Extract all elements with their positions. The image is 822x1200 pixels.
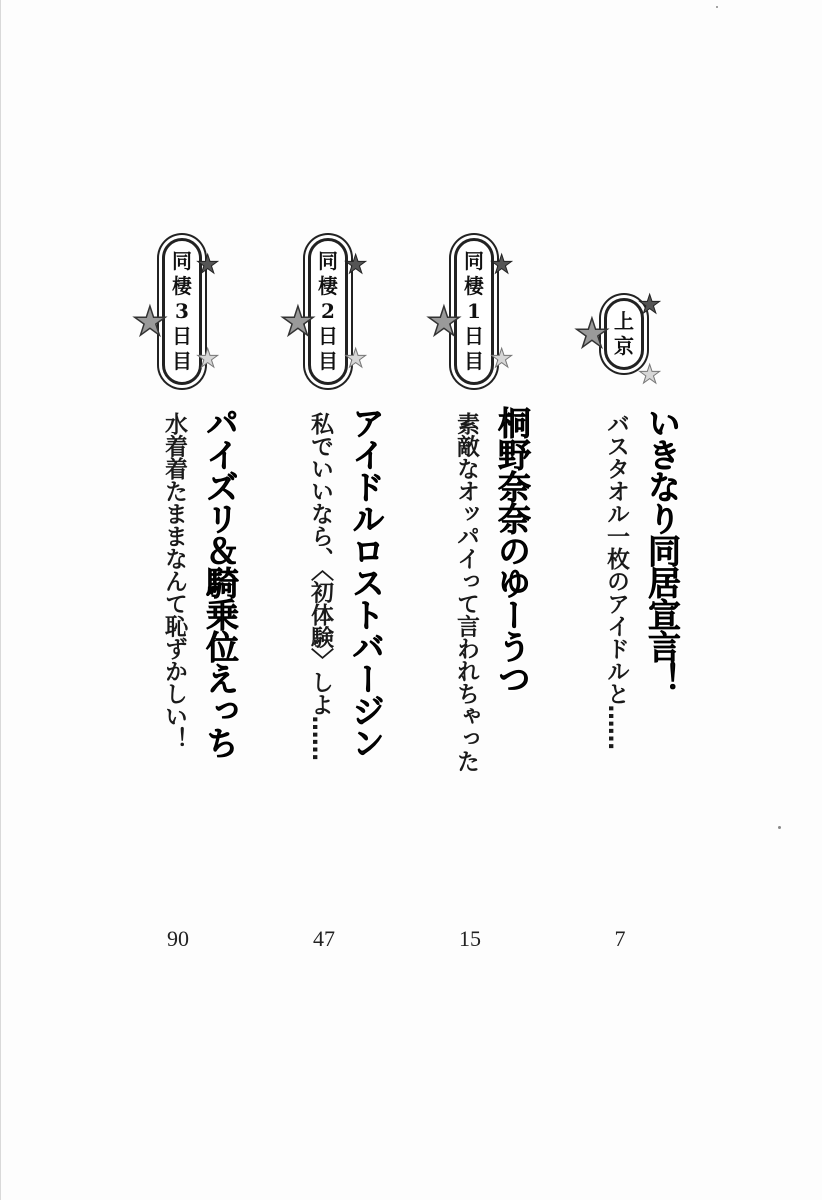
badge-char: 京 [614,334,634,358]
badge-char: 棲 [172,274,192,298]
star-icon: ★ [638,290,662,320]
badge-char: 上 [614,309,634,333]
badge-char: 日 [172,324,192,348]
chapter-subtitle: 素敵なオッパイって言われちゃった [453,412,479,772]
star-icon: ★ [196,344,220,374]
badge-char: 1 [467,299,481,323]
paper-speck [778,826,781,829]
star-icon: ★ [574,311,610,357]
chapter-subtitle: バスタオル一枚のアイドルと…… [603,412,629,750]
badge-char: 2 [321,299,335,323]
page-number: 47 [313,926,335,951]
badge-char: 日 [464,324,484,348]
chapter-subtitle: 私でいいなら、〈初体験〉しよ…… [307,412,333,761]
star-icon: ★ [344,250,368,280]
badge-char: 棲 [318,274,338,298]
star-icon: ★ [132,299,168,345]
star-icon: ★ [344,344,368,374]
star-icon: ★ [490,344,514,374]
badge-char: 目 [172,349,192,373]
badge-char: 目 [318,349,338,373]
badge-char: 目 [464,349,484,373]
chapter-title: アイドルロストバージン [347,406,386,758]
star-icon: ★ [490,250,514,280]
badge-char: 棲 [464,274,484,298]
badge-char: 3 [175,299,189,323]
badge-char: 同 [172,249,192,273]
badge-char: 同 [318,249,338,273]
badge-char: 同 [464,249,484,273]
star-icon: ★ [638,360,662,390]
star-icon: ★ [196,250,220,280]
star-icon: ★ [426,299,462,345]
chapter-title: 桐野奈奈のゆーうつ [493,406,532,694]
page-number: 15 [459,926,481,951]
chapter-entry[interactable] [426,238,580,958]
paper-speck [716,6,718,8]
page-number: 90 [167,926,189,951]
chapter-subtitle: 水着着たままなんて恥ずかしい！ [161,412,187,750]
page-number: 7 [614,926,626,951]
chapter-entry[interactable] [574,238,730,958]
chapter-title: いきなり同居宣言！ [643,406,682,694]
chapter-entry[interactable] [132,238,288,958]
star-icon: ★ [280,299,316,345]
badge-char: 日 [318,324,338,348]
chapter-entry[interactable] [280,238,434,958]
chapter-title: パイズリ＆騎乗位えっち [201,406,240,758]
